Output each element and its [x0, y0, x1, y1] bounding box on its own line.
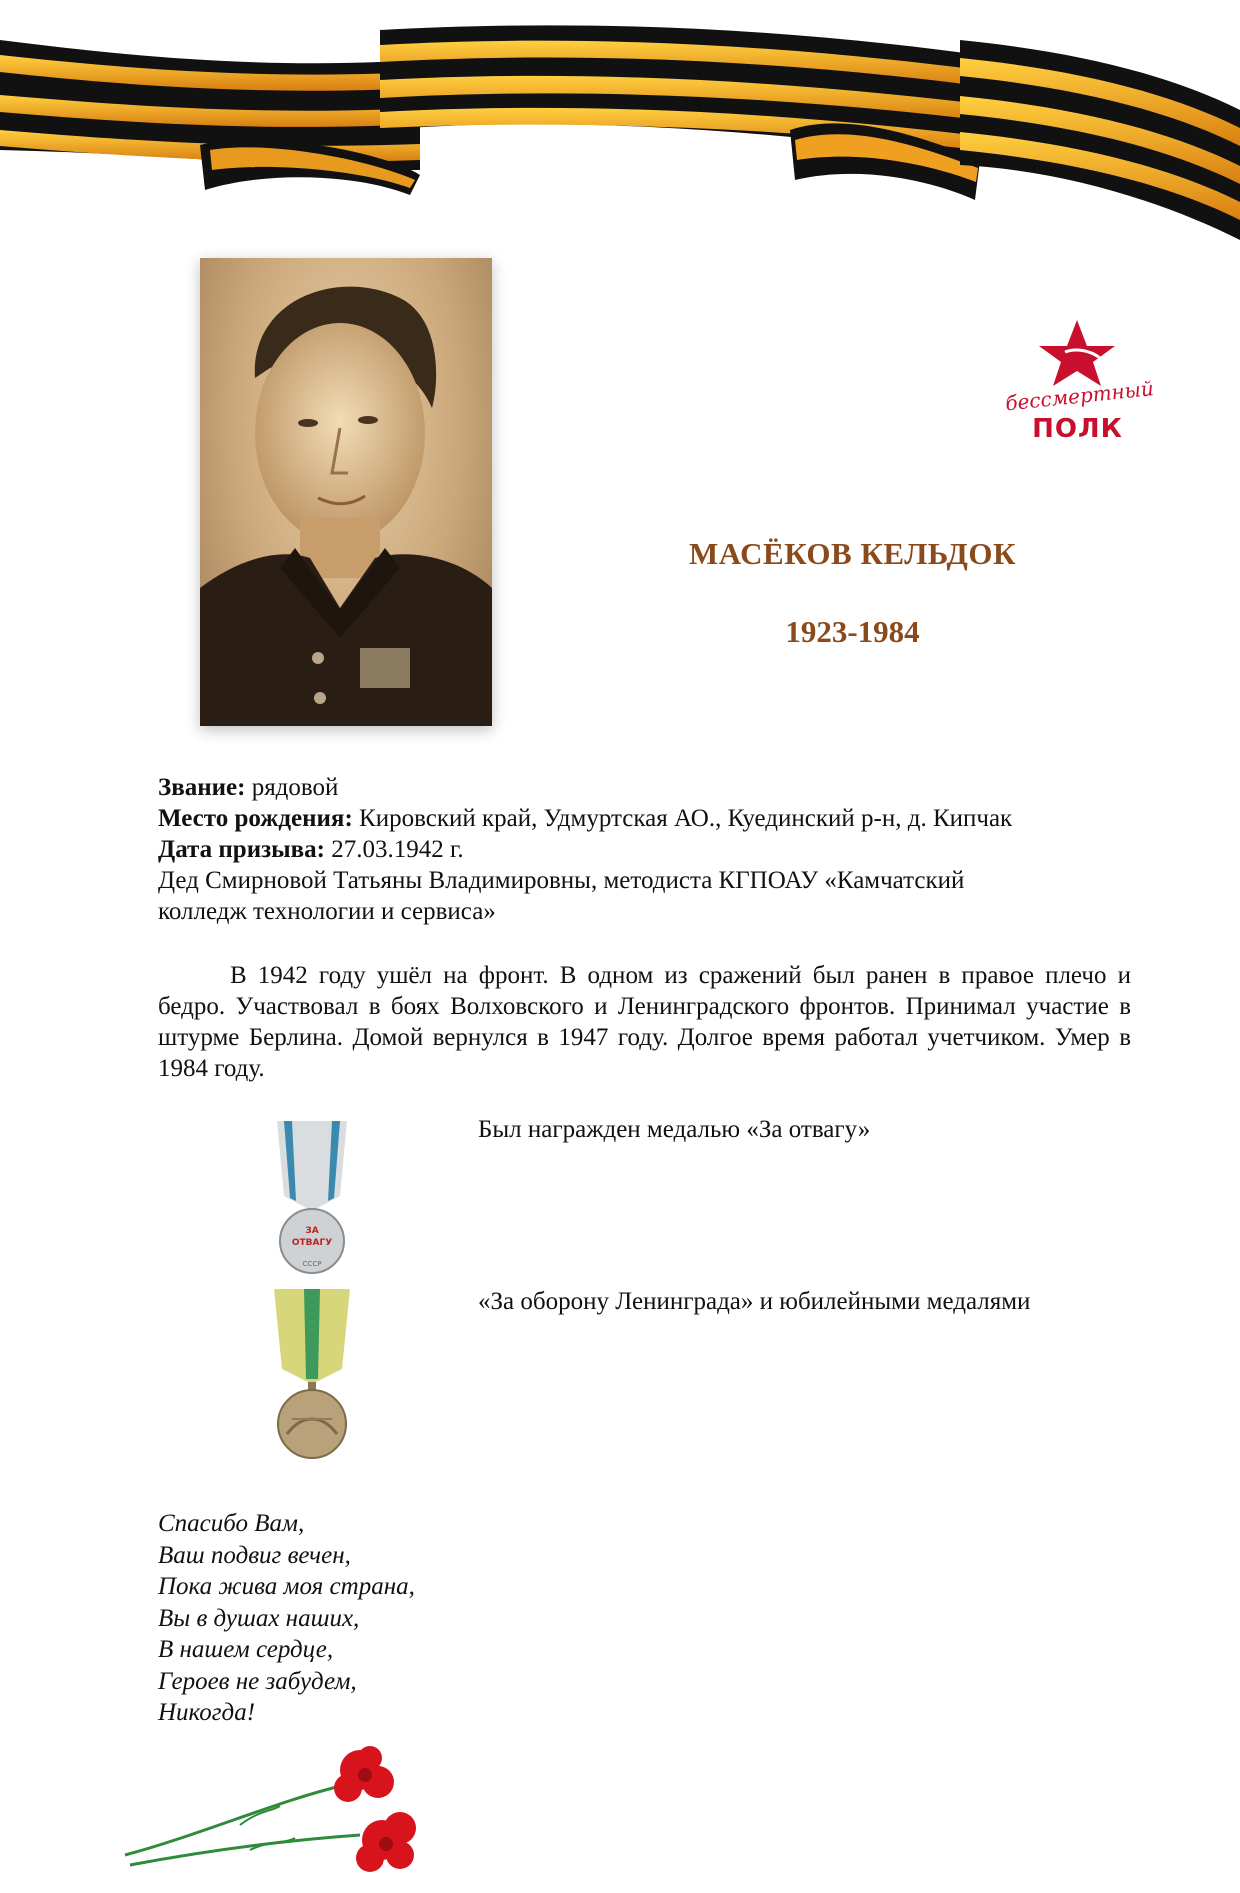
carnations-icon [120, 1740, 420, 1890]
poem-line: В нашем сердце, [158, 1636, 334, 1663]
draft-line [158, 834, 1138, 865]
logo-word-text: ПОЛК [1032, 414, 1123, 444]
logo-script-text: бессмертный [1004, 376, 1155, 416]
hero-name: МАСЁКОВ КЕЛЬДОК [689, 536, 1016, 571]
poem-line: Ваш подвиг вечен, [158, 1541, 351, 1569]
draft-value: 27.03.1942 г. [325, 836, 464, 863]
veteran-portrait-photo [200, 258, 492, 726]
st-george-ribbon [0, 0, 1240, 250]
draft-label: Дата призыва: [158, 836, 325, 863]
poem-line: Пока жива моя страна, [158, 1573, 415, 1600]
poem-line: Никогда! [158, 1699, 256, 1726]
rank-line [158, 772, 1138, 803]
info-block [158, 772, 1138, 927]
relation-line-1: Дед Смирновой Татьяны Владимировны, методиста КГПОАУ «Камчатский [158, 867, 965, 894]
medal1-text-bottom: ОТВАГУ [291, 1238, 333, 1248]
birthplace-line [158, 803, 1138, 834]
medal-for-courage-icon [262, 1116, 362, 1276]
hero-years: 1923-1984 [785, 614, 920, 649]
birthplace-label: Место рождения: [158, 805, 353, 832]
poem-line: Героев не забудем, [158, 1667, 357, 1695]
poem-line: Вы в душах наших, [158, 1604, 360, 1632]
relation-line-2: колледж технологии и сервиса» [158, 898, 496, 925]
biography-paragraph: В 1942 году ушёл на фронт. В одном из сражений был ранен в правое плечо и бедро. Участвовал в боях Волховского и Ленинградского фронтов. Принимал участие в штурме Берлина. Домой вернулся в 1947 году. Долгое время работал учетчиком. Умер в 1984 году. [158, 962, 1131, 1082]
medal1-text-ussr: СССР [302, 1260, 322, 1268]
rank-value: рядовой [245, 774, 339, 801]
medal1-text-top: ЗА [305, 1226, 319, 1236]
poem-line: Спасибо Вам, [158, 1510, 305, 1537]
rank-label: Звание: [158, 774, 246, 801]
medal-defense-leningrad-icon [262, 1284, 362, 1464]
poem [158, 1508, 415, 1729]
birthplace-value: Кировский край, Удмуртская АО., Куединский р-н, д. Кипчак [352, 805, 1013, 832]
award-text-1: Был награжден медалью «За отвагу» [478, 1116, 871, 1143]
award-text-2: «За оборону Ленинграда» и юбилейными медалями [478, 1288, 1031, 1315]
immortal-regiment-logo [1004, 318, 1155, 448]
